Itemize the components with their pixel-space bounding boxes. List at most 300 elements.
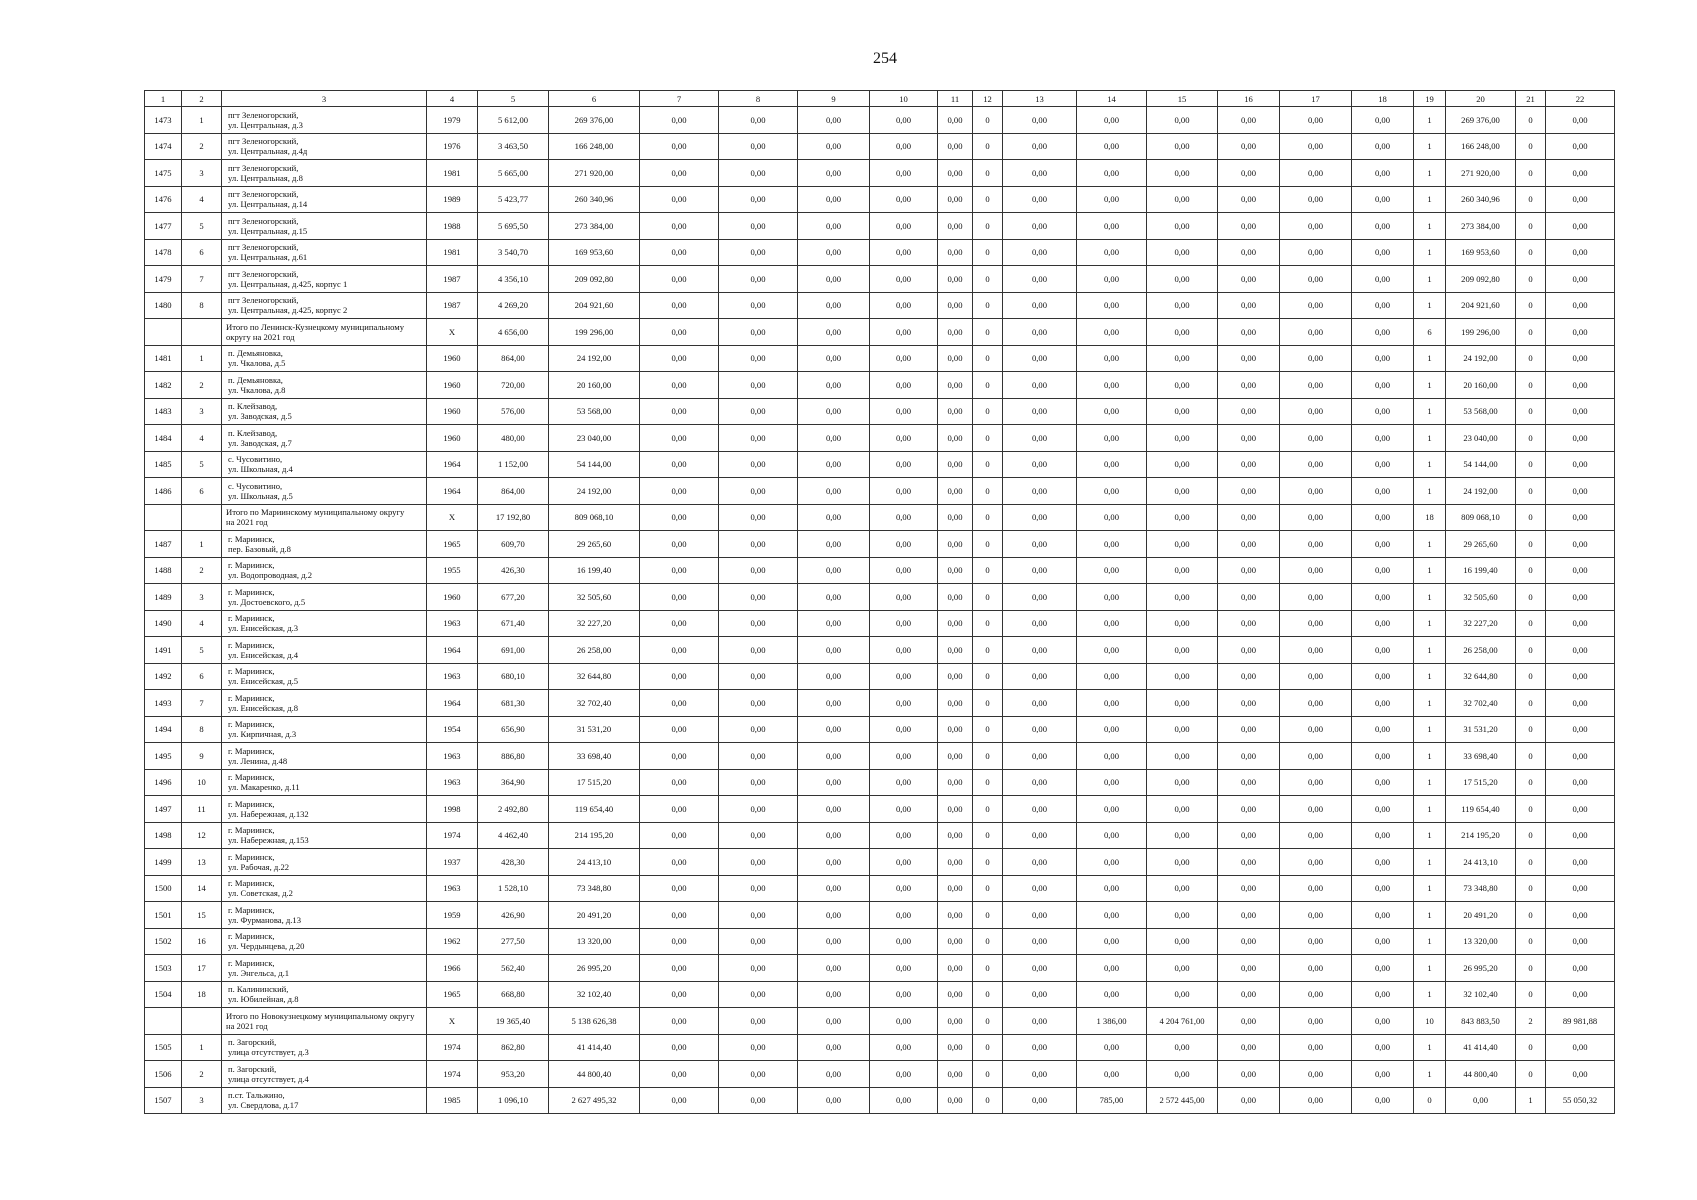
col-8-cell: 0,00 <box>719 160 798 187</box>
col-12-cell: 0 <box>973 186 1003 213</box>
col-19-cell: 1 <box>1414 849 1446 876</box>
col-8-cell: 0,00 <box>719 266 798 293</box>
row-number: 1477 <box>145 213 182 240</box>
address-line: Итого по Ленинск-Кузнецкому муниципальному <box>226 321 405 332</box>
col-12-cell: 0 <box>973 372 1003 399</box>
address-line: ул. Рабочая, д.22 <box>228 861 290 872</box>
col-10-cell: 0,00 <box>870 478 938 505</box>
table-row <box>145 345 1615 372</box>
col-15-cell: 0,00 <box>1147 902 1218 929</box>
row-index: 13 <box>182 849 222 876</box>
row-index: 3 <box>182 584 222 611</box>
year-cell: 1974 <box>427 822 478 849</box>
col-19-cell: 1 <box>1414 239 1446 266</box>
register-table-body <box>145 107 1615 1114</box>
col-12-cell: 0 <box>973 584 1003 611</box>
address-line: г. Мариинск, <box>228 745 275 756</box>
row-number: 1504 <box>145 981 182 1008</box>
table-row <box>145 637 1615 664</box>
col-8-cell: 0,00 <box>719 1087 798 1114</box>
table-row <box>145 213 1615 240</box>
col-16-cell: 0,00 <box>1218 186 1280 213</box>
column-header-20: 20 <box>1446 91 1516 107</box>
col-18-cell: 0,00 <box>1352 902 1414 929</box>
row-number: 1480 <box>145 292 182 319</box>
area-cell: 428,30 <box>478 849 549 876</box>
col-17-cell: 0,00 <box>1280 557 1352 584</box>
col-19-cell: 1 <box>1414 822 1446 849</box>
col-7-cell: 0,00 <box>640 398 719 425</box>
col-10-cell: 0,00 <box>870 610 938 637</box>
cost-cell: 17 515,20 <box>549 769 640 796</box>
row-number: 1507 <box>145 1087 182 1114</box>
year-cell: 1988 <box>427 213 478 240</box>
col-20-cell: 169 953,60 <box>1446 239 1516 266</box>
year-cell: 1976 <box>427 133 478 160</box>
col-18-cell: 0,00 <box>1352 928 1414 955</box>
row-number: 1500 <box>145 875 182 902</box>
col-22-cell: 55 050,32 <box>1546 1087 1615 1114</box>
table-row <box>145 1061 1615 1088</box>
row-number: 1475 <box>145 160 182 187</box>
cost-cell: 26 995,20 <box>549 955 640 982</box>
col-9-cell: 0,00 <box>798 663 870 690</box>
col-7-cell: 0,00 <box>640 160 719 187</box>
address-line: п.ст. Тальжино, <box>228 1090 285 1101</box>
col-13-cell: 0,00 <box>1003 266 1077 293</box>
col-7-cell: 0,00 <box>640 451 719 478</box>
col-16-cell: 0,00 <box>1218 1087 1280 1114</box>
col-16-cell: 0,00 <box>1218 663 1280 690</box>
col-17-cell: 0,00 <box>1280 478 1352 505</box>
address-cell <box>222 875 427 902</box>
row-index: 5 <box>182 213 222 240</box>
col-15-cell: 0,00 <box>1147 743 1218 770</box>
area-cell: 953,20 <box>478 1061 549 1088</box>
col-21-cell: 0 <box>1516 398 1546 425</box>
col-20-cell: 24 413,10 <box>1446 849 1516 876</box>
col-21-cell: 0 <box>1516 743 1546 770</box>
col-9-cell: 0,00 <box>798 1087 870 1114</box>
col-15-cell: 0,00 <box>1147 875 1218 902</box>
area-cell: 5 612,00 <box>478 107 549 134</box>
col-18-cell: 0,00 <box>1352 372 1414 399</box>
col-8-cell: 0,00 <box>719 928 798 955</box>
address-cell <box>222 425 427 452</box>
col-12-cell: 0 <box>973 398 1003 425</box>
col-21-cell: 0 <box>1516 796 1546 823</box>
col-22-cell: 0,00 <box>1546 213 1615 240</box>
row-index: 1 <box>182 345 222 372</box>
cost-cell: 32 102,40 <box>549 981 640 1008</box>
address-cell <box>222 398 427 425</box>
col-15-cell: 0,00 <box>1147 584 1218 611</box>
col-16-cell: 0,00 <box>1218 504 1280 531</box>
col-22-cell: 0,00 <box>1546 716 1615 743</box>
col-19-cell: 1 <box>1414 610 1446 637</box>
row-number: 1499 <box>145 849 182 876</box>
table-row <box>145 1087 1615 1114</box>
col-9-cell: 0,00 <box>798 451 870 478</box>
col-12-cell: 0 <box>973 981 1003 1008</box>
col-14-cell: 0,00 <box>1077 690 1147 717</box>
col-21-cell: 0 <box>1516 610 1546 637</box>
row-index: 7 <box>182 266 222 293</box>
row-index: 2 <box>182 557 222 584</box>
register-table <box>144 90 1615 1114</box>
col-16-cell: 0,00 <box>1218 610 1280 637</box>
col-8-cell: 0,00 <box>719 1008 798 1035</box>
col-13-cell: 0,00 <box>1003 584 1077 611</box>
area-cell: 5 695,50 <box>478 213 549 240</box>
cost-cell: 166 248,00 <box>549 133 640 160</box>
col-14-cell: 0,00 <box>1077 955 1147 982</box>
address-line: ул. Советская, д.2 <box>228 888 293 899</box>
row-number: 1482 <box>145 372 182 399</box>
col-17-cell: 0,00 <box>1280 875 1352 902</box>
col-13-cell: 0,00 <box>1003 319 1077 346</box>
col-17-cell: 0,00 <box>1280 981 1352 1008</box>
col-10-cell: 0,00 <box>870 637 938 664</box>
col-17-cell: 0,00 <box>1280 107 1352 134</box>
col-9-cell: 0,00 <box>798 822 870 849</box>
cost-cell: 33 698,40 <box>549 743 640 770</box>
col-16-cell: 0,00 <box>1218 955 1280 982</box>
address-line: ул. Школьная, д.5 <box>228 490 293 501</box>
col-10-cell: 0,00 <box>870 531 938 558</box>
address-line: ул. Заводская, д.7 <box>228 437 292 448</box>
row-index: 8 <box>182 292 222 319</box>
col-7-cell: 0,00 <box>640 345 719 372</box>
col-20-cell: 32 644,80 <box>1446 663 1516 690</box>
area-cell: 4 462,40 <box>478 822 549 849</box>
column-header-19: 19 <box>1414 91 1446 107</box>
col-8-cell: 0,00 <box>719 822 798 849</box>
col-12-cell: 0 <box>973 531 1003 558</box>
table-row <box>145 610 1615 637</box>
col-8-cell: 0,00 <box>719 372 798 399</box>
col-22-cell: 0,00 <box>1546 504 1615 531</box>
col-11-cell: 0,00 <box>938 557 973 584</box>
row-index: 1 <box>182 107 222 134</box>
column-header-4: 4 <box>427 91 478 107</box>
col-10-cell: 0,00 <box>870 1034 938 1061</box>
col-16-cell: 0,00 <box>1218 425 1280 452</box>
cost-cell: 271 920,00 <box>549 160 640 187</box>
col-11-cell: 0,00 <box>938 955 973 982</box>
col-19-cell: 1 <box>1414 743 1446 770</box>
col-11-cell: 0,00 <box>938 186 973 213</box>
year-cell: 1954 <box>427 716 478 743</box>
col-11-cell: 0,00 <box>938 637 973 664</box>
col-16-cell: 0,00 <box>1218 557 1280 584</box>
col-12-cell: 0 <box>973 610 1003 637</box>
table-row <box>145 928 1615 955</box>
col-11-cell: 0,00 <box>938 796 973 823</box>
col-16-cell: 0,00 <box>1218 133 1280 160</box>
year-cell: 1998 <box>427 796 478 823</box>
col-15-cell: 0,00 <box>1147 610 1218 637</box>
cost-cell: 2 627 495,32 <box>549 1087 640 1114</box>
row-index <box>182 319 222 346</box>
col-22-cell: 0,00 <box>1546 239 1615 266</box>
col-7-cell: 0,00 <box>640 796 719 823</box>
col-7-cell: 0,00 <box>640 875 719 902</box>
col-17-cell: 0,00 <box>1280 266 1352 293</box>
col-20-cell: 20 160,00 <box>1446 372 1516 399</box>
col-8-cell: 0,00 <box>719 743 798 770</box>
col-11-cell: 0,00 <box>938 345 973 372</box>
table-row <box>145 160 1615 187</box>
address-line: ул. Центральная, д.61 <box>228 252 308 263</box>
col-19-cell: 1 <box>1414 425 1446 452</box>
col-18-cell: 0,00 <box>1352 822 1414 849</box>
table-row <box>145 981 1615 1008</box>
address-line: ул. Центральная, д.4д <box>228 146 308 157</box>
table-row <box>145 531 1615 558</box>
col-13-cell: 0,00 <box>1003 1087 1077 1114</box>
row-index: 6 <box>182 239 222 266</box>
table-row <box>145 584 1615 611</box>
col-11-cell: 0,00 <box>938 372 973 399</box>
address-line: ул. Центральная, д.425, корпус 2 <box>228 305 348 316</box>
address-cell <box>222 849 427 876</box>
col-14-cell: 0,00 <box>1077 557 1147 584</box>
col-18-cell: 0,00 <box>1352 743 1414 770</box>
row-index: 3 <box>182 1087 222 1114</box>
col-14-cell: 0,00 <box>1077 531 1147 558</box>
col-10-cell: 0,00 <box>870 345 938 372</box>
col-17-cell: 0,00 <box>1280 690 1352 717</box>
col-19-cell: 1 <box>1414 663 1446 690</box>
address-line: на 2021 год <box>226 517 268 528</box>
address-line: ул. Чкалова, д.8 <box>228 384 286 395</box>
address-line: п. Демьяновка, <box>228 374 283 385</box>
row-number: 1487 <box>145 531 182 558</box>
col-8-cell: 0,00 <box>719 557 798 584</box>
col-16-cell: 0,00 <box>1218 107 1280 134</box>
col-21-cell: 0 <box>1516 531 1546 558</box>
cost-cell: 23 040,00 <box>549 425 640 452</box>
year-cell: 1964 <box>427 690 478 717</box>
col-13-cell: 0,00 <box>1003 160 1077 187</box>
table-row <box>145 239 1615 266</box>
col-22-cell: 0,00 <box>1546 663 1615 690</box>
col-20-cell: 24 192,00 <box>1446 345 1516 372</box>
col-9-cell: 0,00 <box>798 398 870 425</box>
col-10-cell: 0,00 <box>870 955 938 982</box>
col-14-cell: 0,00 <box>1077 478 1147 505</box>
col-11-cell: 0,00 <box>938 1061 973 1088</box>
col-14-cell: 0,00 <box>1077 637 1147 664</box>
year-cell: 1937 <box>427 849 478 876</box>
year-cell: 1959 <box>427 902 478 929</box>
col-22-cell: 0,00 <box>1546 133 1615 160</box>
col-9-cell: 0,00 <box>798 292 870 319</box>
col-22-cell: 0,00 <box>1546 1061 1615 1088</box>
col-16-cell: 0,00 <box>1218 398 1280 425</box>
col-22-cell: 0,00 <box>1546 902 1615 929</box>
col-22-cell: 0,00 <box>1546 875 1615 902</box>
col-20-cell: 13 320,00 <box>1446 928 1516 955</box>
table-row <box>145 133 1615 160</box>
col-11-cell: 0,00 <box>938 160 973 187</box>
area-cell: 1 152,00 <box>478 451 549 478</box>
row-number: 1488 <box>145 557 182 584</box>
cost-cell: 26 258,00 <box>549 637 640 664</box>
col-18-cell: 0,00 <box>1352 875 1414 902</box>
col-15-cell: 0,00 <box>1147 451 1218 478</box>
col-13-cell: 0,00 <box>1003 133 1077 160</box>
address-cell <box>222 584 427 611</box>
col-10-cell: 0,00 <box>870 451 938 478</box>
col-7-cell: 0,00 <box>640 504 719 531</box>
row-index: 16 <box>182 928 222 955</box>
cost-cell: 73 348,80 <box>549 875 640 902</box>
col-13-cell: 0,00 <box>1003 610 1077 637</box>
area-cell: 720,00 <box>478 372 549 399</box>
col-21-cell: 0 <box>1516 1061 1546 1088</box>
col-13-cell: 0,00 <box>1003 398 1077 425</box>
col-18-cell: 0,00 <box>1352 663 1414 690</box>
address-cell <box>222 266 427 293</box>
address-line: ул. Центральная, д.15 <box>228 225 308 236</box>
col-19-cell: 1 <box>1414 1061 1446 1088</box>
row-number: 1505 <box>145 1034 182 1061</box>
column-header-21: 21 <box>1516 91 1546 107</box>
col-9-cell: 0,00 <box>798 769 870 796</box>
col-21-cell: 0 <box>1516 769 1546 796</box>
row-index: 4 <box>182 610 222 637</box>
col-22-cell: 0,00 <box>1546 160 1615 187</box>
col-20-cell: 32 102,40 <box>1446 981 1516 1008</box>
col-9-cell: 0,00 <box>798 849 870 876</box>
row-number: 1485 <box>145 451 182 478</box>
col-15-cell: 0,00 <box>1147 504 1218 531</box>
col-17-cell: 0,00 <box>1280 504 1352 531</box>
total-row <box>145 319 1615 346</box>
col-9-cell: 0,00 <box>798 425 870 452</box>
col-21-cell: 0 <box>1516 425 1546 452</box>
address-line: г. Мариинск, <box>228 878 275 889</box>
col-20-cell: 271 920,00 <box>1446 160 1516 187</box>
col-21-cell: 0 <box>1516 213 1546 240</box>
col-16-cell: 0,00 <box>1218 981 1280 1008</box>
col-13-cell: 0,00 <box>1003 981 1077 1008</box>
col-9-cell: 0,00 <box>798 557 870 584</box>
col-12-cell: 0 <box>973 107 1003 134</box>
col-7-cell: 0,00 <box>640 690 719 717</box>
address-line: ул. Чердынцева, д.20 <box>228 941 305 952</box>
table-row <box>145 796 1615 823</box>
col-8-cell: 0,00 <box>719 504 798 531</box>
address-cell <box>222 186 427 213</box>
col-21-cell: 0 <box>1516 955 1546 982</box>
col-15-cell: 0,00 <box>1147 928 1218 955</box>
col-10-cell: 0,00 <box>870 1008 938 1035</box>
cost-cell: 209 092,80 <box>549 266 640 293</box>
col-12-cell: 0 <box>973 557 1003 584</box>
col-13-cell: 0,00 <box>1003 239 1077 266</box>
col-14-cell: 0,00 <box>1077 292 1147 319</box>
col-12-cell: 0 <box>973 213 1003 240</box>
col-14-cell: 0,00 <box>1077 822 1147 849</box>
col-18-cell: 0,00 <box>1352 451 1414 478</box>
year-cell: 1963 <box>427 875 478 902</box>
col-19-cell: 1 <box>1414 531 1446 558</box>
col-16-cell: 0,00 <box>1218 213 1280 240</box>
col-21-cell: 0 <box>1516 849 1546 876</box>
cost-cell: 260 340,96 <box>549 186 640 213</box>
col-21-cell: 0 <box>1516 319 1546 346</box>
col-8-cell: 0,00 <box>719 1034 798 1061</box>
col-18-cell: 0,00 <box>1352 504 1414 531</box>
col-10-cell: 0,00 <box>870 557 938 584</box>
col-22-cell: 0,00 <box>1546 531 1615 558</box>
col-12-cell: 0 <box>973 425 1003 452</box>
col-14-cell: 785,00 <box>1077 1087 1147 1114</box>
row-number: 1483 <box>145 398 182 425</box>
col-10-cell: 0,00 <box>870 796 938 823</box>
address-line: пгт Зеленогорский, <box>228 162 299 173</box>
year-cell: 1960 <box>427 584 478 611</box>
col-7-cell: 0,00 <box>640 1034 719 1061</box>
area-cell: 886,80 <box>478 743 549 770</box>
col-18-cell: 0,00 <box>1352 849 1414 876</box>
col-18-cell: 0,00 <box>1352 769 1414 796</box>
col-10-cell: 0,00 <box>870 743 938 770</box>
col-20-cell: 199 296,00 <box>1446 319 1516 346</box>
col-10-cell: 0,00 <box>870 372 938 399</box>
col-20-cell: 209 092,80 <box>1446 266 1516 293</box>
col-8-cell: 0,00 <box>719 637 798 664</box>
col-9-cell: 0,00 <box>798 107 870 134</box>
col-12-cell: 0 <box>973 716 1003 743</box>
col-20-cell: 31 531,20 <box>1446 716 1516 743</box>
col-16-cell: 0,00 <box>1218 1008 1280 1035</box>
col-21-cell: 0 <box>1516 160 1546 187</box>
col-12-cell: 0 <box>973 451 1003 478</box>
address-cell <box>222 610 427 637</box>
address-cell <box>222 239 427 266</box>
col-14-cell: 0,00 <box>1077 663 1147 690</box>
address-line: п. Загорский, <box>228 1037 277 1048</box>
column-header-15: 15 <box>1147 91 1218 107</box>
address-line: г. Мариинск, <box>228 798 275 809</box>
col-18-cell: 0,00 <box>1352 319 1414 346</box>
col-11-cell: 0,00 <box>938 531 973 558</box>
col-15-cell: 0,00 <box>1147 239 1218 266</box>
col-15-cell: 0,00 <box>1147 372 1218 399</box>
address-line: ул. Енисейская, д.8 <box>228 702 299 713</box>
col-11-cell: 0,00 <box>938 902 973 929</box>
cost-cell: 31 531,20 <box>549 716 640 743</box>
col-15-cell: 0,00 <box>1147 690 1218 717</box>
col-9-cell: 0,00 <box>798 716 870 743</box>
col-17-cell: 0,00 <box>1280 398 1352 425</box>
cost-cell: 5 138 626,38 <box>549 1008 640 1035</box>
col-17-cell: 0,00 <box>1280 292 1352 319</box>
col-9-cell: 0,00 <box>798 1034 870 1061</box>
col-19-cell: 1 <box>1414 557 1446 584</box>
year-cell: 1974 <box>427 1034 478 1061</box>
col-20-cell: 44 800,40 <box>1446 1061 1516 1088</box>
col-17-cell: 0,00 <box>1280 769 1352 796</box>
table-row <box>145 955 1615 982</box>
address-line: ул. Достоевского, д.5 <box>228 596 306 607</box>
address-line: Итого по Новокузнецкому муниципальному округу <box>226 1010 415 1021</box>
year-cell: 1964 <box>427 451 478 478</box>
